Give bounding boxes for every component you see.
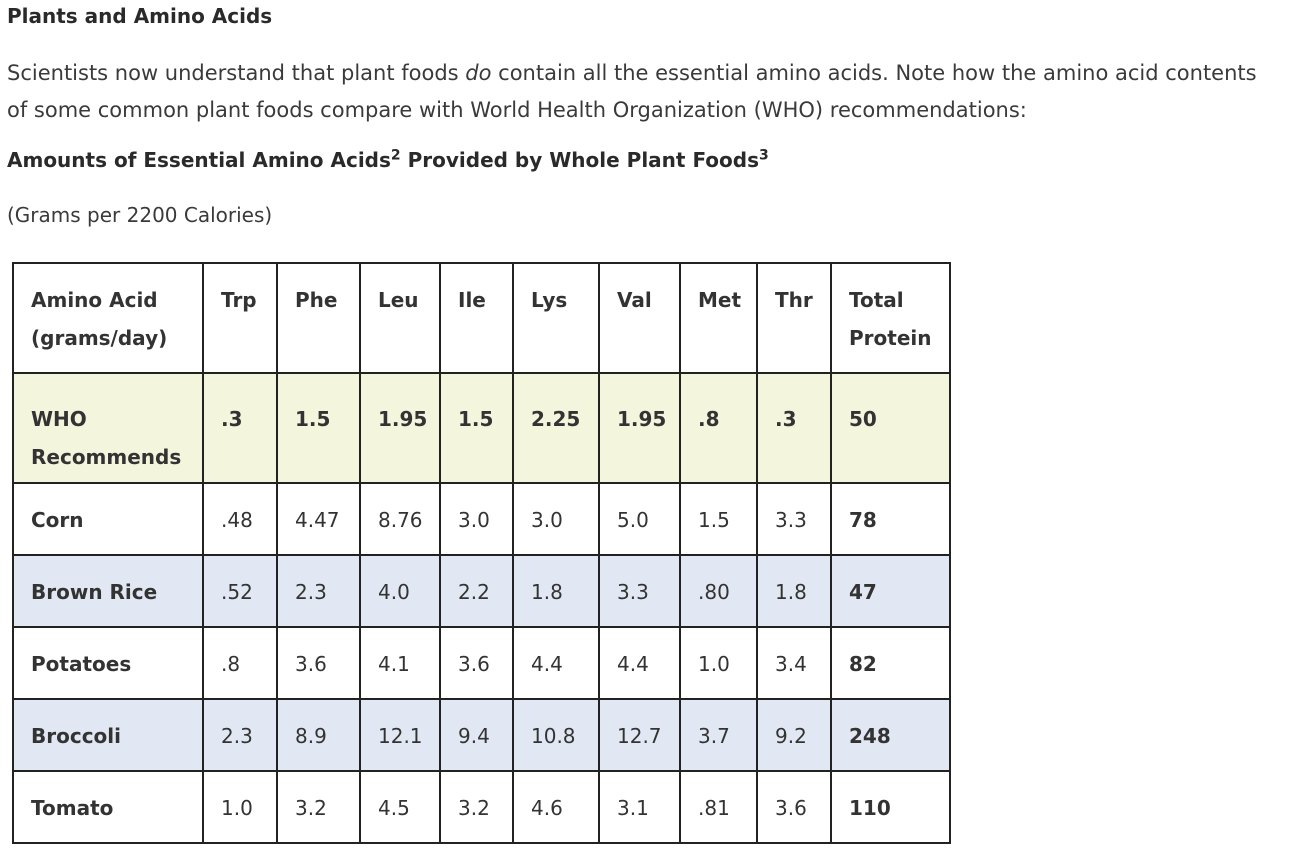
total-protein-cell: 78 [831,483,950,555]
footnote-ref-2: 2 [390,147,401,164]
table-cell: 3.2 [277,771,360,843]
total-protein-cell: 47 [831,555,950,627]
table-title-part1: Amounts of Essential Amino Acids [7,148,391,172]
table-cell: 1.8 [513,555,599,627]
header-cell-leu: Leu [360,263,440,373]
header-total-cell [831,263,950,373]
table-cell: .81 [680,771,757,843]
table-cell: .3 [203,373,277,483]
table-cell: 1.5 [680,483,757,555]
header-cell-phe: Phe [277,263,360,373]
table-cell: 1.5 [277,373,360,483]
header-cell-ile: Ile [440,263,513,373]
table-title [7,148,769,172]
table-cell: 8.9 [277,699,360,771]
table-cell: 4.0 [360,555,440,627]
table-subtitle: (Grams per 2200 Calories) [7,203,273,227]
row-label: Potatoes [13,627,203,699]
row-label: Tomato [13,771,203,843]
table-cell: 4.6 [513,771,599,843]
intro-emphasis: do [465,61,492,85]
intro-text-before: Scientists now understand that plant foods [7,61,466,85]
table-cell: 2.3 [277,555,360,627]
who-recommends-row [13,373,950,483]
table-cell: 3.6 [277,627,360,699]
header-label-line1: Amino Acid [31,288,158,312]
table-cell: 8.76 [360,483,440,555]
table-cell: 9.2 [757,699,831,771]
header-cell-val: Val [599,263,680,373]
table-cell: 4.5 [360,771,440,843]
header-total-line1: Total [849,288,904,312]
who-label-line1: WHO [31,407,87,431]
header-label-cell [13,263,203,373]
table-cell: 9.4 [440,699,513,771]
table-cell: 4.1 [360,627,440,699]
table-row-broccoli [13,699,950,771]
table-cell: 12.7 [599,699,680,771]
footnote-ref-3: 3 [759,147,769,164]
table-cell: 3.0 [440,483,513,555]
header-total-line2: Protein [849,326,932,350]
table-cell: 2.2 [440,555,513,627]
table-cell: 1.0 [203,771,277,843]
table-cell: 5.0 [599,483,680,555]
table-row-corn [13,483,950,555]
table-cell: .8 [203,627,277,699]
table-header-row [13,263,950,373]
table-cell: 10.8 [513,699,599,771]
intro-paragraph [7,55,1282,129]
who-label-cell [13,373,203,483]
table-cell: 3.7 [680,699,757,771]
table-cell: 3.1 [599,771,680,843]
table-title-part2: Provided by Whole Plant Foods [400,148,759,172]
table-cell: 2.25 [513,373,599,483]
table-cell: .8 [680,373,757,483]
table-cell: 4.4 [599,627,680,699]
table-cell: .52 [203,555,277,627]
intro-text-after: contain all the essential amino acids. Note how the amino acid contents of some common plant foods compare with World Health Organization (WHO) recommendations: [7,61,1257,122]
table-cell: 3.4 [757,627,831,699]
table-cell: 4.47 [277,483,360,555]
header-cell-lys: Lys [513,263,599,373]
table-cell: 3.6 [757,771,831,843]
who-total-cell: 50 [831,373,950,483]
table-cell: 1.8 [757,555,831,627]
table-cell: 3.3 [599,555,680,627]
row-label: Brown Rice [13,555,203,627]
header-cell-thr: Thr [757,263,831,373]
table-row-brown-rice [13,555,950,627]
table-cell: 12.1 [360,699,440,771]
total-protein-cell: 248 [831,699,950,771]
total-protein-cell: 110 [831,771,950,843]
table-cell: 1.95 [599,373,680,483]
table-row-tomato [13,771,950,843]
table-cell: .3 [757,373,831,483]
table-cell: 1.5 [440,373,513,483]
table-cell: 1.95 [360,373,440,483]
header-label-line2: (grams/day) [31,326,168,350]
header-cell-trp: Trp [203,263,277,373]
table-cell: 3.3 [757,483,831,555]
table-cell: .80 [680,555,757,627]
header-cell-met: Met [680,263,757,373]
page-heading: Plants and Amino Acids [7,4,273,28]
table-cell: 3.6 [440,627,513,699]
table-cell: 1.0 [680,627,757,699]
total-protein-cell: 82 [831,627,950,699]
table-cell: 4.4 [513,627,599,699]
table-cell: 2.3 [203,699,277,771]
row-label: Corn [13,483,203,555]
table-cell: .48 [203,483,277,555]
table-cell: 3.0 [513,483,599,555]
amino-acid-table [12,262,951,844]
table-cell: 3.2 [440,771,513,843]
table-row-potatoes [13,627,950,699]
who-label-line2: Recommends [31,445,182,469]
row-label: Broccoli [13,699,203,771]
